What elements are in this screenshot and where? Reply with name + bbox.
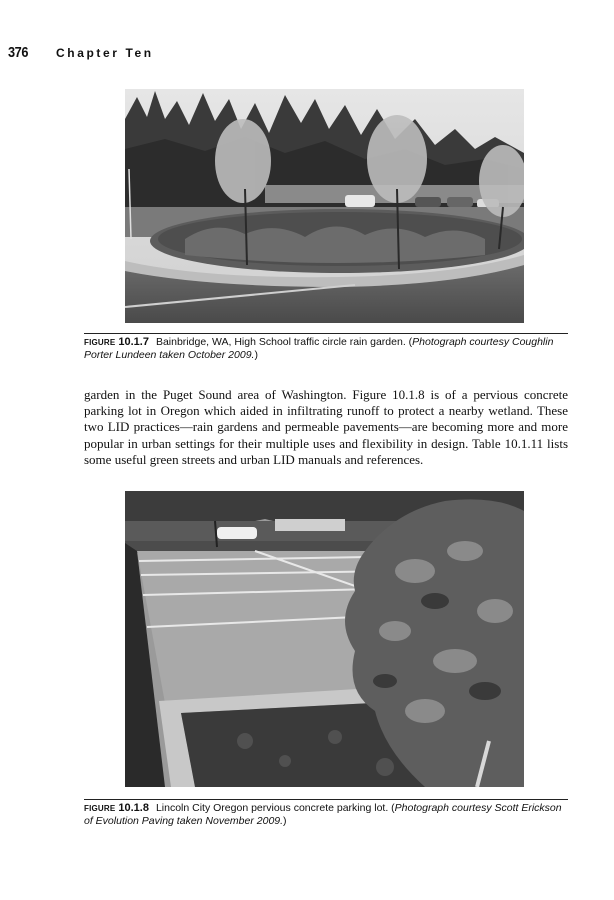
figure-10-1-8-rule — [84, 799, 568, 800]
figure-label: FIGURE — [84, 338, 116, 347]
page-number: 376 — [8, 44, 29, 61]
figure-caption-text: Bainbridge, WA, High School traffic circle rain garden. — [155, 336, 406, 348]
chapter-title: Chapter Ten — [56, 46, 154, 60]
figure-caption-text: Lincoln City Oregon pervious concrete parking lot. — [155, 802, 389, 814]
figure-10-1-7-caption: FIGURE 10.1.7 Bainbridge, WA, High School traffic circle rain garden. (Photograph courtesy Coughlin Porter Lundeen taken October 2009.) — [84, 336, 554, 361]
body-paragraph: garden in the Puget Sound area of Washington. Figure 10.1.8 is of a pervious concrete parking lot in Oregon which aided in infiltrating runoff to protect a nearby wetland. These two LID practices—rain gardens and permeable pavements—are becoming more and more popular in urban settings for their multiple uses and flexibility in design. Table 10.1.11 lists some useful green streets and urban LID manuals and references. — [84, 387, 568, 467]
figure-number: 10.1.7 — [118, 336, 149, 348]
figure-10-1-8-photo — [125, 491, 524, 787]
figure-credit: Photograph courtesy Scott Erickson of Evolution Paving taken November 2009. — [84, 802, 562, 827]
figure-10-1-7-photo — [125, 89, 524, 323]
rain-garden-photo-image — [125, 89, 524, 323]
figure-10-1-7-rule — [84, 333, 568, 334]
figure-label: FIGURE — [84, 804, 116, 813]
parking-lot-photo-image — [125, 491, 524, 787]
figure-number: 10.1.8 — [118, 802, 149, 814]
figure-10-1-8-caption: FIGURE 10.1.8 Lincoln City Oregon pervious concrete parking lot. (Photograph courtesy Scott Erickson of Evolution Paving taken November 2009.) — [84, 802, 562, 827]
figure-credit: Photograph courtesy Coughlin Porter Lundeen taken October 2009. — [84, 336, 554, 361]
